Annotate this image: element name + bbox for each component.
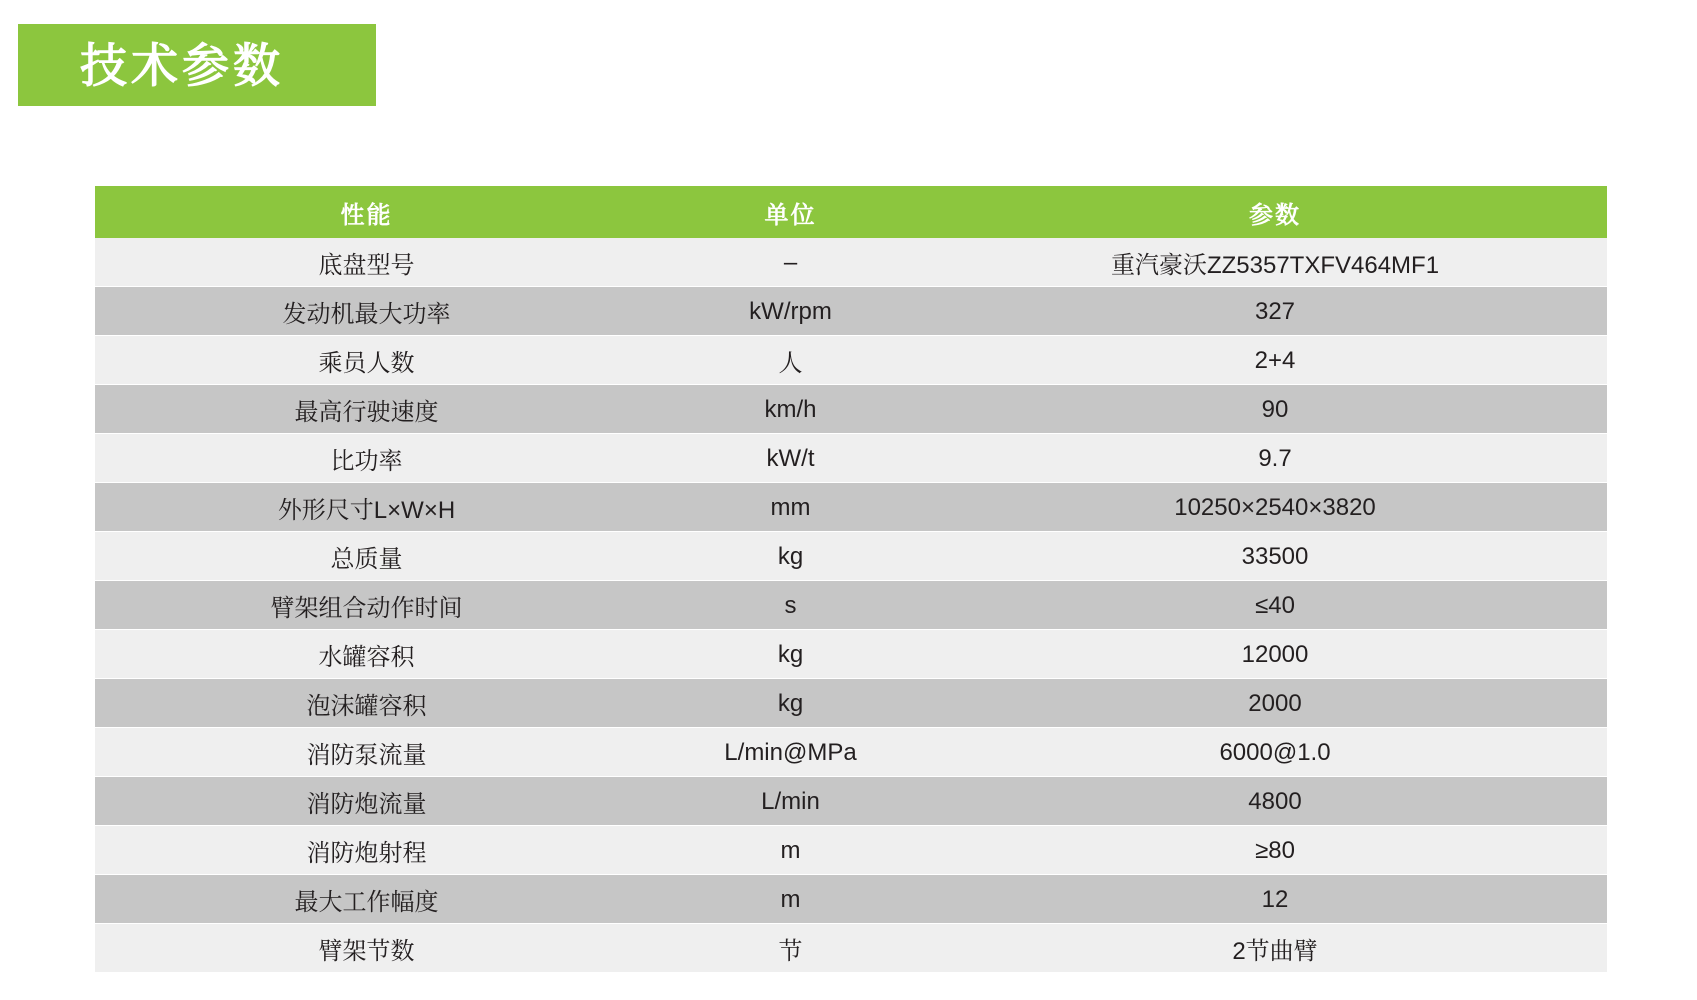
table-row <box>95 434 1607 483</box>
cell-parameter: 90 <box>943 385 1607 434</box>
cell-parameter: 2000 <box>943 679 1607 728</box>
cell-performance: 消防炮射程 <box>95 826 638 875</box>
cell-parameter: 2+4 <box>943 336 1607 385</box>
table-body <box>95 238 1607 973</box>
cell-unit: kg <box>638 532 943 581</box>
cell-unit: km/h <box>638 385 943 434</box>
table-row <box>95 777 1607 826</box>
table-row <box>95 728 1607 777</box>
table-row <box>95 336 1607 385</box>
cell-parameter: 327 <box>943 287 1607 336</box>
cell-performance: 消防泵流量 <box>95 728 638 777</box>
table-header-row <box>95 186 1607 238</box>
table-row <box>95 630 1607 679</box>
technical-specifications-table <box>95 186 1607 973</box>
table-row <box>95 679 1607 728</box>
cell-performance: 发动机最大功率 <box>95 287 638 336</box>
table-row <box>95 287 1607 336</box>
cell-performance: 消防炮流量 <box>95 777 638 826</box>
cell-performance: 泡沫罐容积 <box>95 679 638 728</box>
page-title: 技术参数 <box>80 38 284 92</box>
column-header-parameter: 参数 <box>943 186 1607 238</box>
cell-unit: s <box>638 581 943 630</box>
cell-unit: L/min <box>638 777 943 826</box>
table-row <box>95 385 1607 434</box>
cell-performance: 底盘型号 <box>95 238 638 287</box>
cell-parameter: 9.7 <box>943 434 1607 483</box>
cell-performance: 总质量 <box>95 532 638 581</box>
table-row <box>95 532 1607 581</box>
cell-performance: 臂架节数 <box>95 924 638 973</box>
cell-unit: kg <box>638 630 943 679</box>
cell-unit: 人 <box>638 336 943 385</box>
cell-parameter: 33500 <box>943 532 1607 581</box>
cell-performance: 乘员人数 <box>95 336 638 385</box>
table-row <box>95 875 1607 924</box>
cell-performance: 最高行驶速度 <box>95 385 638 434</box>
cell-performance: 最大工作幅度 <box>95 875 638 924</box>
table-header <box>95 186 1607 238</box>
cell-parameter: 6000@1.0 <box>943 728 1607 777</box>
page-title-banner <box>18 24 376 106</box>
table-row <box>95 483 1607 532</box>
cell-parameter: 重汽豪沃ZZ5357TXFV464MF1 <box>943 238 1607 287</box>
cell-performance: 水罐容积 <box>95 630 638 679</box>
cell-unit: m <box>638 875 943 924</box>
cell-unit: 节 <box>638 924 943 973</box>
cell-unit: L/min@MPa <box>638 728 943 777</box>
cell-unit: kg <box>638 679 943 728</box>
cell-performance: 臂架组合动作时间 <box>95 581 638 630</box>
cell-parameter: ≤40 <box>943 581 1607 630</box>
cell-parameter: 12000 <box>943 630 1607 679</box>
column-header-performance: 性能 <box>95 186 638 238</box>
table-row <box>95 238 1607 287</box>
cell-unit: m <box>638 826 943 875</box>
cell-parameter: 4800 <box>943 777 1607 826</box>
cell-parameter: 12 <box>943 875 1607 924</box>
cell-performance: 外形尺寸L×W×H <box>95 483 638 532</box>
cell-unit: – <box>638 238 943 287</box>
cell-unit: mm <box>638 483 943 532</box>
table-row <box>95 581 1607 630</box>
column-header-unit: 单位 <box>638 186 943 238</box>
spec-table-container <box>95 186 1607 973</box>
cell-parameter: 2节曲臂 <box>943 924 1607 973</box>
cell-unit: kW/rpm <box>638 287 943 336</box>
table-row <box>95 826 1607 875</box>
cell-parameter: 10250×2540×3820 <box>943 483 1607 532</box>
cell-parameter: ≥80 <box>943 826 1607 875</box>
cell-unit: kW/t <box>638 434 943 483</box>
cell-performance: 比功率 <box>95 434 638 483</box>
table-row <box>95 924 1607 973</box>
